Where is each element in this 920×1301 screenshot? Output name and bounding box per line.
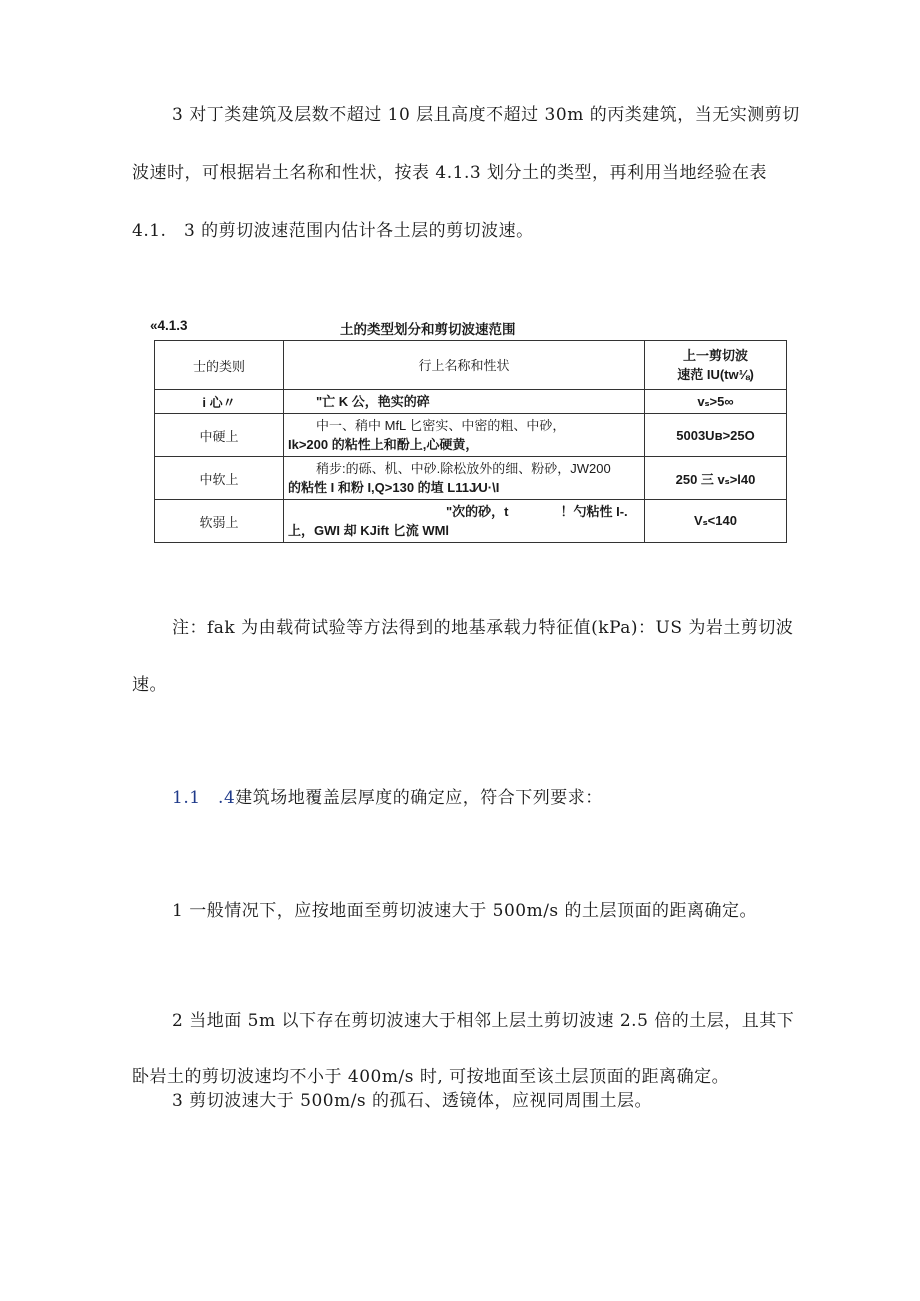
- item2-line2: 卧岩土的剪切波速均不小于 400m∕s 时, 可按地面至该土层顶面的距离确定。: [132, 1067, 730, 1087]
- row-type: 中硬上: [155, 414, 284, 457]
- row-type: 软弱上: [155, 500, 284, 543]
- table-row: [155, 457, 787, 500]
- section-number: 1.1 .4: [172, 788, 236, 808]
- header-soil-type: 士的类则: [155, 341, 284, 390]
- row-desc-line1: "次的砂，t ！勺粘性 I-.: [446, 504, 628, 519]
- soil-type-table: [154, 340, 787, 543]
- note-line2: 速。: [132, 675, 167, 695]
- para1-line3: 4.1. 3 的剪切波速范围内估计各土层的剪切波速。: [132, 221, 534, 241]
- para1-line1: 3 对丁类建筑及层数不超过 10 层且高度不超过 30m 的丙类建筑，当无实测剪切: [172, 105, 800, 125]
- note-line1: 注：fak 为由载荷试验等方法得到的地基承载力特征值(kPa)：US 为岩土剪切波: [172, 618, 794, 638]
- table-row: [155, 500, 787, 543]
- row-desc-line1: 中一、稍中 MfL 匕密实、中密的粗、中砂，: [316, 418, 566, 433]
- row-desc-line2: 上，GWI 却 KJift 匕流 WMl: [288, 523, 450, 538]
- row-velocity: 250 三 vₛ>l40: [645, 457, 787, 500]
- table-title: 土的类型划分和剪切波速范围: [340, 322, 516, 337]
- section-text: 建筑场地覆盖层厚度的确定应，符合下列要求：: [235, 788, 603, 808]
- row-desc-line2: 的粘性 I 和粉 I,Q>130 的埴 L11J⁄U·\I: [288, 480, 500, 495]
- table-header-row: [155, 341, 787, 390]
- table-row: [155, 390, 787, 414]
- header-shear-wave-range: [645, 341, 787, 390]
- para1-line2: 波速时，可根据岩土名称和性状，按表 4.1.3 划分土的类型，再利用当地经验在表: [132, 163, 768, 183]
- row-desc-line1: 稍步:的砾、机、中砂.除松放外的细、粉砂，JW200: [316, 461, 611, 476]
- item1: 1 一般情况下，应按地面至剪切波速大于 500m∕s 的土层顶面的距离确定。: [172, 901, 758, 921]
- row-desc: [284, 414, 645, 457]
- row-velocity: vₛ>5∞: [645, 390, 787, 414]
- item3: 3 剪切波速大于 500m∕s 的孤石、透镜体，应视同周围土层。: [172, 1091, 653, 1111]
- header-col3-line1: 上一剪切波: [682, 348, 748, 363]
- row-type: 中软上: [155, 457, 284, 500]
- row-desc-line1: "亡 K 公，艳实的碎: [316, 394, 430, 409]
- header-name-and-property: 行上名称和性状: [284, 341, 645, 390]
- section-heading: [172, 787, 603, 809]
- header-col3-line2: 速范 IU(tw⅛): [677, 367, 754, 382]
- table-number: «4.1.3: [150, 318, 188, 333]
- row-desc-line2: Ik>200 的粘性上和酚上,心硬黄，: [288, 437, 479, 452]
- item2-line1: 2 当地面 5m 以下存在剪切波速大于相邻上层土剪切波速 2.5 倍的土层，且其下: [172, 1011, 795, 1031]
- row-desc: [284, 500, 645, 543]
- row-velocity: Vₛ<140: [645, 500, 787, 543]
- row-type: i 心〃: [155, 390, 284, 414]
- table-row: [155, 414, 787, 457]
- row-velocity: 5003Uʙ>25O: [645, 414, 787, 457]
- row-desc: [284, 457, 645, 500]
- row-desc: [284, 390, 645, 414]
